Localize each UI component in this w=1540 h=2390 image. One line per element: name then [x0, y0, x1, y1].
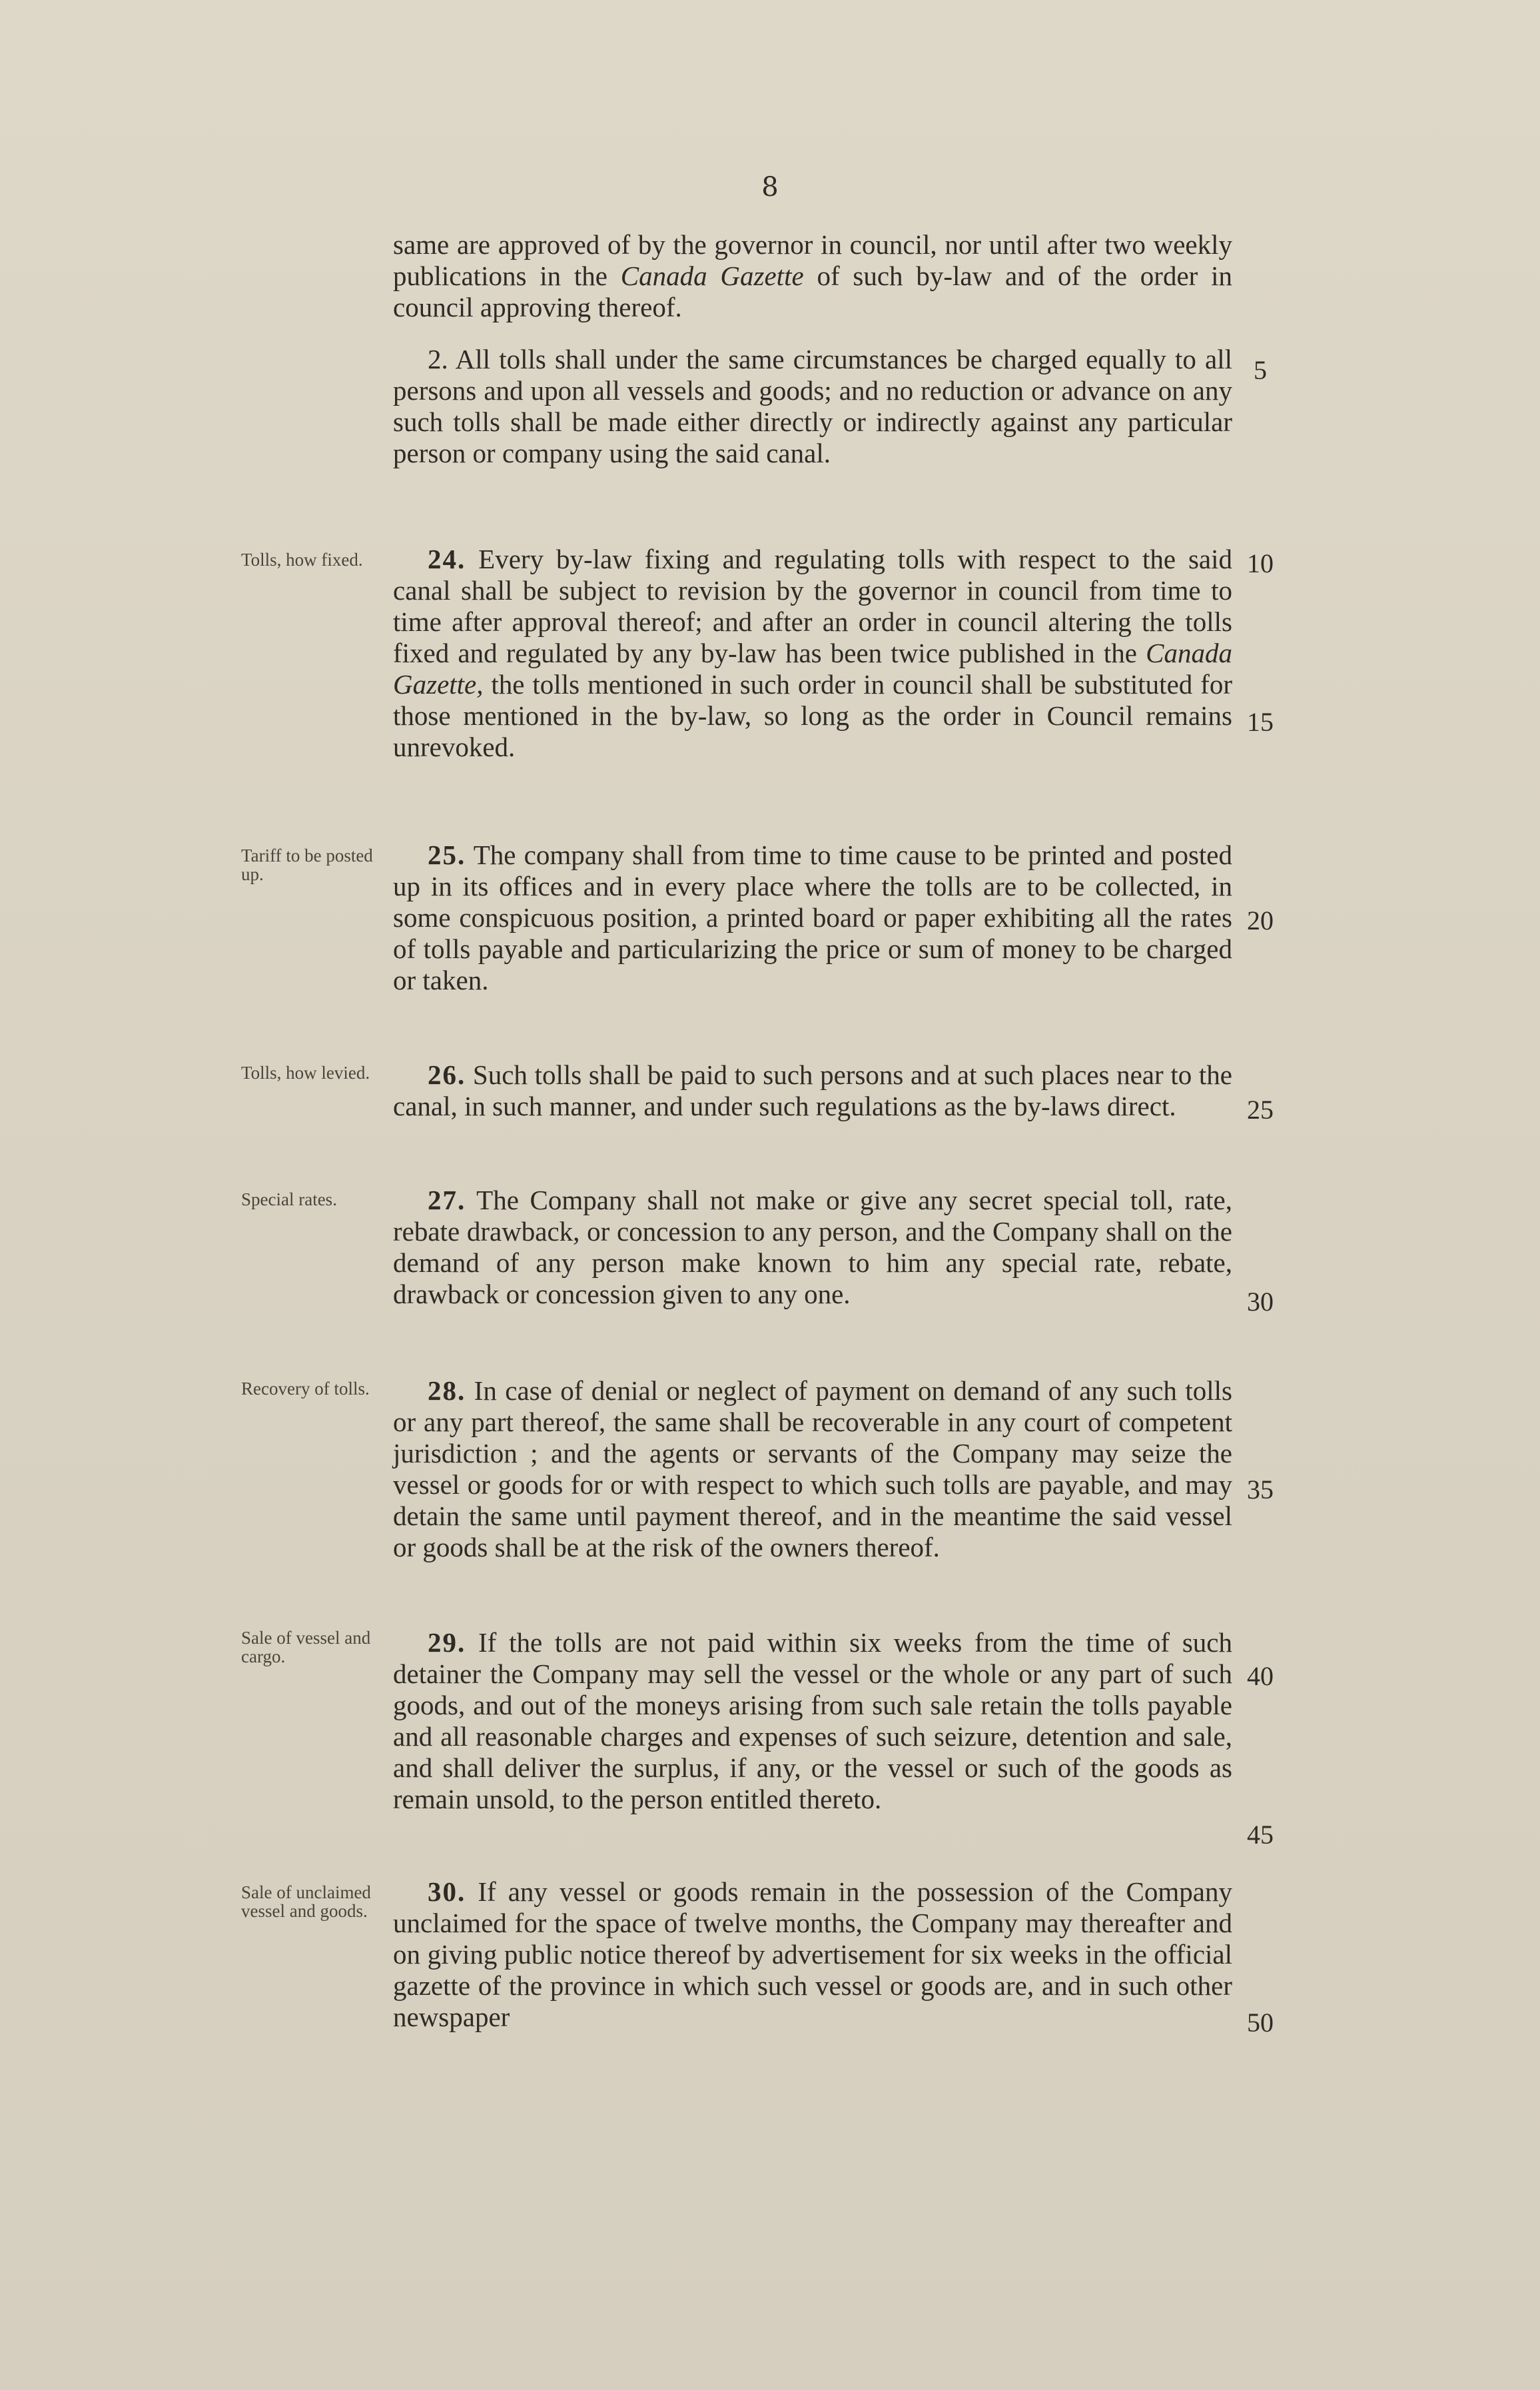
paragraph-continuation — [393, 229, 1232, 323]
line-number: 40 — [1247, 1661, 1274, 1691]
section-number: 30. — [428, 1876, 466, 1907]
paragraph-text-tail: the tolls mentioned in such order in council shall be substituted for those mentioned in the by-law, so long as the order in Council remains unrevoked. — [393, 669, 1232, 762]
paragraph-text: The Company shall not make or give any secret special toll, rate, rebate drawback, or concession to any person, and the Company shall on the demand of any person make known to him any special rate, rebate, drawback or concession given to any one. — [393, 1185, 1232, 1309]
section-27 — [393, 1185, 1232, 1310]
line-number: 25 — [1247, 1095, 1274, 1125]
section-25 — [393, 840, 1232, 996]
subsection-2 — [393, 344, 1232, 469]
section-number: 27. — [428, 1185, 466, 1215]
paragraph-text: Every by-law fixing and regulating tolls with respect to the said canal shall be subject to revision by the governor in council from time to time after approval thereof; and after an order in council altering the tolls fixed and regulated by any by-law has been twice published in the — [393, 544, 1232, 668]
line-number: 5 — [1254, 355, 1267, 385]
section-number: 24. — [428, 544, 466, 574]
margin-note-tolls-how-fixed: Tolls, how fixed. — [241, 550, 363, 570]
italic-title: Canada Gazette, — [393, 638, 1232, 700]
line-number: 50 — [1247, 2008, 1274, 2038]
line-number: 35 — [1247, 1475, 1274, 1504]
section-29 — [393, 1627, 1232, 1815]
line-number: 20 — [1247, 905, 1274, 935]
paragraph-text: In case of denial or neglect of payment on demand of any such tolls or any part thereof, the same shall be recoverable in any court of competent jurisdiction ; and the agents or servants of the Company may seize the vessel or goods for or with respect to which such tolls are payable, and may detain the same until payment thereof, and in the meantime the said vessel or goods shall be at the risk of the owners thereof. — [393, 1375, 1232, 1562]
margin-note-sale-unclaimed: Sale of unclaimed vessel and goods. — [241, 1882, 371, 1921]
paragraph-text: The company shall from time to time cause to be printed and posted up in its offices and in every place where the tolls are to be collected, in some conspicuous position, a printed board or paper exhibiting all the rates of tolls payable and particularizing the price or sum of money to be charged or taken. — [393, 840, 1232, 995]
section-number: 29. — [428, 1627, 466, 1658]
section-24 — [393, 544, 1232, 763]
paragraph-text: If any vessel or goods remain in the possession of the Company unclaimed for the space of twelve months, the Company may thereafter and on giving public notice thereof by advertisement for six weeks in the official gazette of the province in which such vessel or goods are, and in such other newspaper — [393, 1876, 1232, 2032]
paragraph-text-tail: of such by-law and of the order in council approving thereof. — [393, 261, 1232, 322]
paragraph-text: Such tolls shall be paid to such persons and at such places near to the canal, in such manner, and under such regulations as the by-laws direct. — [393, 1059, 1232, 1121]
margin-note-recovery-of-tolls: Recovery of tolls. — [241, 1379, 370, 1399]
section-26 — [393, 1059, 1232, 1122]
line-number: 30 — [1247, 1287, 1274, 1317]
section-30 — [393, 1876, 1232, 2033]
margin-note-sale-of-vessel: Sale of vessel and cargo. — [241, 1628, 371, 1666]
margin-note-tolls-how-levied: Tolls, how levied. — [241, 1063, 370, 1083]
paragraph-text: If the tolls are not paid within six weeks from the time of such detainer the Company may sell the vessel or the whole or any part of such goods, and out of the moneys arising from such sale retain the tolls payable and all reasonable charges and expenses of such seizure, detention and sale, and shall deliver the surplus, if any, or the vessel or such of the goods as remain unsold, to the person entitled thereto. — [393, 1627, 1232, 1814]
line-number: 45 — [1247, 1820, 1274, 1850]
margin-note-special-rates: Special rates. — [241, 1189, 337, 1209]
paragraph-text: same are approved of by the governor in council, nor until after two weekly publications in the — [393, 229, 1232, 291]
section-28 — [393, 1375, 1232, 1563]
section-number: 28. — [428, 1375, 466, 1406]
line-number: 15 — [1247, 707, 1274, 737]
section-number: 26. — [428, 1059, 466, 1090]
line-number: 10 — [1247, 548, 1274, 578]
section-number: 25. — [428, 840, 466, 870]
italic-title: Canada Gazette — [620, 261, 804, 291]
paragraph-text: 2. All tolls shall under the same circumstances be charged equally to all persons and upon all vessels and goods; and no reduction or advance on any such tolls shall be made either directly or indirectly against any particular person or company using the said canal. — [393, 344, 1232, 468]
margin-note-tariff-posted: Tariff to be posted up. — [241, 846, 373, 884]
page-number: 8 — [761, 172, 779, 203]
